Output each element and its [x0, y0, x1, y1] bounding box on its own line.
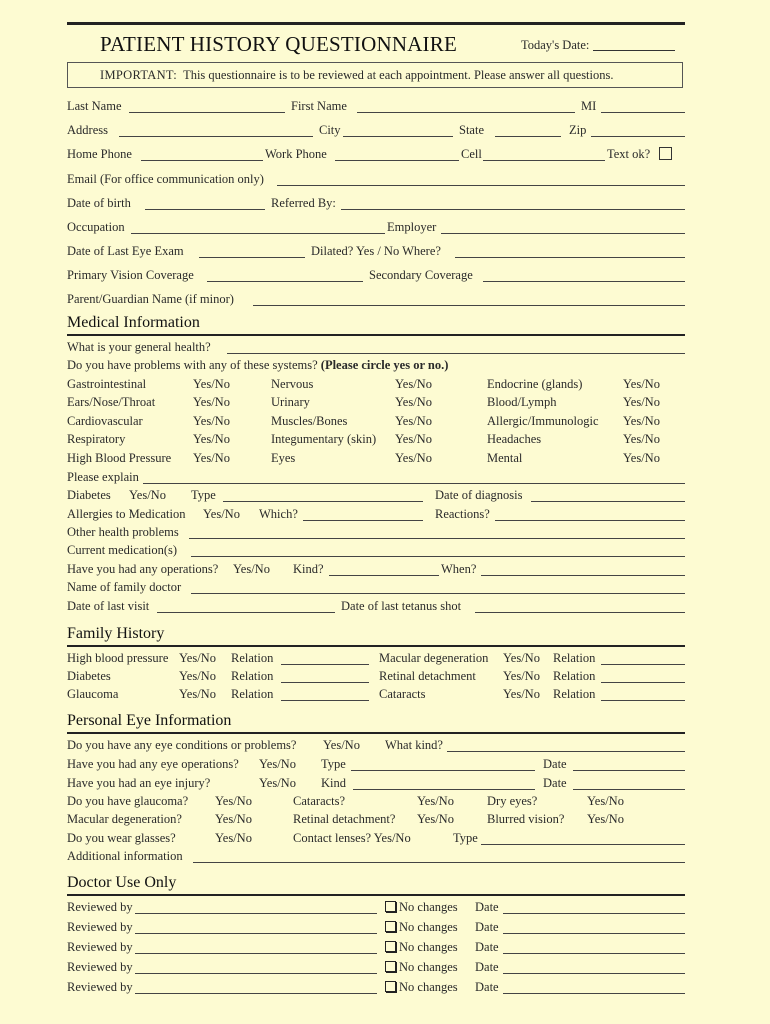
reviewed-by-label: Reviewed by — [67, 900, 133, 914]
todays-date — [521, 38, 675, 53]
family-glaucoma-yesno[interactable]: Yes/No — [179, 687, 216, 701]
occupation-row — [67, 220, 685, 236]
blurred-label: Blurred vision? — [487, 812, 565, 826]
family-macular-relation-field[interactable] — [601, 664, 685, 665]
diabetes-label: Diabetes — [67, 488, 111, 502]
system-yesno[interactable]: Yes/No — [395, 414, 432, 428]
system-yesno[interactable]: Yes/No — [395, 395, 432, 409]
family-retinal-yesno[interactable]: Yes/No — [503, 669, 540, 683]
reactions-field[interactable] — [495, 520, 685, 521]
checkbox-icon[interactable] — [385, 981, 396, 992]
review-date-field[interactable] — [503, 933, 685, 934]
family-glaucoma-relation-field[interactable] — [281, 700, 369, 701]
family-relation-label: Relation — [231, 651, 274, 665]
home-phone-label: Home Phone — [67, 147, 132, 161]
eye-injury-row — [67, 776, 685, 792]
eye-conditions-yesno[interactable]: Yes/No — [323, 738, 360, 752]
medical-heading: Medical Information — [67, 314, 200, 331]
medical-rule — [67, 334, 685, 336]
review-date-field[interactable] — [503, 973, 685, 974]
primary-coverage-field[interactable] — [207, 281, 363, 282]
family-cataracts-label: Cataracts — [379, 687, 426, 701]
system-yesno[interactable]: Yes/No — [193, 377, 230, 391]
eye-rule — [67, 732, 685, 734]
family-hbp-label: High blood pressure — [67, 651, 169, 665]
eye-injury-date-label: Date — [543, 776, 567, 790]
first-name-label: First Name — [291, 99, 347, 113]
reviewed-by-label: Reviewed by — [67, 920, 133, 934]
work-phone-label: Work Phone — [265, 147, 327, 161]
review-date-label: Date — [475, 960, 499, 974]
system-label: Blood/Lymph — [487, 395, 557, 409]
eye-op-date-field[interactable] — [573, 770, 685, 771]
dry-eyes-label: Dry eyes? — [487, 794, 538, 808]
last-exam-row — [67, 244, 685, 260]
system-yesno[interactable]: Yes/No — [623, 377, 660, 391]
reactions-label: Reactions? — [435, 507, 490, 521]
important-notice — [67, 62, 683, 88]
city-field[interactable] — [343, 136, 453, 137]
contacts-type-field[interactable] — [481, 844, 685, 845]
no-changes-label: No changes — [399, 900, 458, 914]
zip-label: Zip — [569, 123, 587, 137]
eye-op-date-label: Date — [543, 757, 567, 771]
family-relation-label: Relation — [231, 669, 274, 683]
explain-row — [67, 470, 685, 486]
allergies-yesno[interactable]: Yes/No — [203, 507, 240, 521]
employer-field[interactable] — [441, 233, 685, 234]
zip-field[interactable] — [591, 136, 685, 137]
system-label: Respiratory — [67, 432, 126, 446]
eye-operations-row — [67, 757, 685, 773]
review-date-label: Date — [475, 920, 499, 934]
eye-heading: Personal Eye Information — [67, 712, 232, 729]
doctor-name-row — [67, 580, 685, 596]
contacts-label: Contact lenses? Yes/No — [293, 831, 411, 845]
explain-field[interactable] — [143, 483, 685, 484]
system-label: Gastrointestinal — [67, 377, 147, 391]
dilated-label: Dilated? Yes / No Where? — [311, 244, 441, 258]
medications-row — [67, 543, 685, 559]
review-date-field[interactable] — [503, 953, 685, 954]
eye-conditions-label: Do you have any eye conditions or problems? — [67, 738, 297, 752]
top-rule — [67, 22, 685, 25]
eye-injury-yesno[interactable]: Yes/No — [259, 776, 296, 790]
page-title: PATIENT HISTORY QUESTIONNAIRE — [100, 32, 457, 56]
no-changes-label: No changes — [399, 960, 458, 974]
referred-field[interactable] — [341, 209, 685, 210]
last-visit-field[interactable] — [157, 612, 335, 613]
reviewed-by-field[interactable] — [135, 953, 377, 954]
reviewed-by-label: Reviewed by — [67, 960, 133, 974]
todays-date-label: Today's Date: — [521, 38, 590, 52]
system-yesno[interactable]: Yes/No — [623, 395, 660, 409]
no-changes-option[interactable] — [385, 980, 458, 995]
system-label: Ears/Nose/Throat — [67, 395, 156, 409]
system-label: Eyes — [271, 451, 296, 465]
macular-yesno[interactable]: Yes/No — [215, 812, 252, 826]
medications-field[interactable] — [191, 556, 685, 557]
operations-label: Have you had any operations? — [67, 562, 219, 576]
coverage-row — [67, 268, 685, 284]
diagnosis-field[interactable] — [531, 501, 685, 502]
family-diabetes-label: Diabetes — [67, 669, 111, 683]
secondary-coverage-label: Secondary Coverage — [369, 268, 473, 282]
family-row-2 — [67, 669, 685, 685]
family-macular-yesno[interactable]: Yes/No — [503, 651, 540, 665]
when-field[interactable] — [481, 575, 685, 576]
system-row — [67, 432, 685, 448]
family-row-3 — [67, 687, 685, 703]
secondary-coverage-field[interactable] — [483, 281, 685, 282]
kind-field[interactable] — [329, 575, 439, 576]
eye-operations-yesno[interactable]: Yes/No — [259, 757, 296, 771]
cataracts-yesno[interactable]: Yes/No — [417, 794, 454, 808]
no-changes-label: No changes — [399, 940, 458, 954]
review-row — [67, 980, 685, 996]
state-field[interactable] — [495, 136, 561, 137]
what-kind-field[interactable] — [447, 751, 685, 752]
cataracts-label: Cataracts? — [293, 794, 346, 808]
dob-field[interactable] — [145, 209, 265, 210]
retinal-label: Retinal detachment? — [293, 812, 396, 826]
family-relation-label: Relation — [231, 687, 274, 701]
family-retinal-relation-field[interactable] — [601, 682, 685, 683]
family-relation-label: Relation — [553, 651, 596, 665]
additional-row — [67, 849, 685, 865]
text-ok-label: Text ok? — [607, 147, 651, 161]
cell-label: Cell — [461, 147, 482, 161]
system-row — [67, 414, 685, 430]
review-date-field[interactable] — [503, 913, 685, 914]
what-kind-label: What kind? — [385, 738, 443, 752]
family-diabetes-relation-field[interactable] — [281, 682, 369, 683]
reviewed-by-label: Reviewed by — [67, 940, 133, 954]
system-yesno[interactable]: Yes/No — [193, 451, 230, 465]
review-date-label: Date — [475, 900, 499, 914]
home-phone-field[interactable] — [141, 160, 263, 161]
macular-row — [67, 812, 685, 828]
system-row — [67, 395, 685, 411]
cell-field[interactable] — [483, 160, 605, 161]
system-label: Integumentary (skin) — [271, 432, 377, 446]
occupation-label: Occupation — [67, 220, 125, 234]
todays-date-field[interactable] — [593, 50, 675, 51]
system-yesno[interactable]: Yes/No — [395, 432, 432, 446]
referred-label: Referred By: — [271, 196, 336, 210]
family-relation-label: Relation — [553, 669, 596, 683]
state-label: State — [459, 123, 484, 137]
doctor-heading: Doctor Use Only — [67, 874, 177, 891]
diabetes-type-field[interactable] — [223, 501, 423, 502]
guardian-field[interactable] — [253, 305, 685, 306]
review-row — [67, 940, 685, 956]
system-label: Headaches — [487, 432, 542, 446]
employer-label: Employer — [387, 220, 437, 234]
primary-coverage-label: Primary Vision Coverage — [67, 268, 194, 282]
name-row — [67, 99, 685, 115]
explain-label: Please explain — [67, 470, 139, 484]
glaucoma-row — [67, 794, 685, 810]
eye-op-type-field[interactable] — [351, 770, 535, 771]
family-hbp-yesno[interactable]: Yes/No — [179, 651, 216, 665]
system-label: High Blood Pressure — [67, 451, 172, 465]
additional-label: Additional information — [67, 849, 183, 863]
doctor-rule — [67, 894, 685, 896]
review-date-label: Date — [475, 980, 499, 994]
other-problems-label: Other health problems — [67, 525, 179, 539]
mi-label: MI — [581, 99, 597, 113]
reviewed-by-field[interactable] — [135, 913, 377, 914]
allergies-label: Allergies to Medication — [67, 507, 186, 521]
glaucoma-label: Do you have glaucoma? — [67, 794, 189, 808]
email-field[interactable] — [277, 185, 685, 186]
problems-label: Do you have problems with any of these systems? (Please circle yes or no.) — [67, 358, 449, 372]
retinal-yesno[interactable]: Yes/No — [417, 812, 454, 826]
system-row — [67, 451, 685, 467]
eye-op-type-label: Type — [321, 757, 346, 771]
general-health-field[interactable] — [227, 353, 685, 354]
no-changes-option[interactable] — [385, 940, 458, 955]
address-row — [67, 123, 685, 139]
dilated-where-field[interactable] — [455, 257, 685, 258]
system-label: Allergic/Immunologic — [487, 414, 599, 428]
checkbox-icon[interactable] — [385, 941, 396, 952]
allergies-row — [67, 507, 685, 523]
other-problems-row — [67, 525, 685, 541]
family-doctor-field[interactable] — [191, 593, 685, 594]
system-label: Muscles/Bones — [271, 414, 348, 428]
phone-row — [67, 147, 685, 163]
diabetes-yesno[interactable]: Yes/No — [129, 488, 166, 502]
system-yesno[interactable]: Yes/No — [193, 432, 230, 446]
family-rule — [67, 645, 685, 647]
system-label: Urinary — [271, 395, 310, 409]
reviewed-by-field[interactable] — [135, 933, 377, 934]
review-row — [67, 960, 685, 976]
system-label: Cardiovascular — [67, 414, 143, 428]
tetanus-field[interactable] — [475, 612, 685, 613]
last-name-field[interactable] — [129, 112, 285, 113]
no-changes-label: No changes — [399, 920, 458, 934]
other-problems-field[interactable] — [189, 538, 685, 539]
work-phone-field[interactable] — [335, 160, 459, 161]
system-label: Endocrine (glands) — [487, 377, 583, 391]
text-ok-checkbox[interactable] — [659, 147, 672, 163]
which-field[interactable] — [303, 520, 423, 521]
family-row-1 — [67, 651, 685, 667]
reviewed-by-label: Reviewed by — [67, 980, 133, 994]
general-health-label: What is your general health? — [67, 340, 211, 354]
operations-yesno[interactable]: Yes/No — [233, 562, 270, 576]
checkbox-icon[interactable] — [385, 961, 396, 972]
when-label: When? — [441, 562, 477, 576]
family-cataracts-yesno[interactable]: Yes/No — [503, 687, 540, 701]
eye-injury-kind-label: Kind — [321, 776, 346, 790]
reviewed-by-field[interactable] — [135, 993, 377, 994]
review-date-field[interactable] — [503, 993, 685, 994]
general-health-row — [67, 340, 685, 356]
family-heading: Family History — [67, 625, 165, 642]
medications-label: Current medication(s) — [67, 543, 178, 557]
system-yesno[interactable]: Yes/No — [193, 395, 230, 409]
kind-label: Kind? — [293, 562, 324, 576]
system-yesno[interactable]: Yes/No — [395, 377, 432, 391]
last-exam-label: Date of Last Eye Exam — [67, 244, 184, 258]
last-visit-label: Date of last visit — [67, 599, 150, 613]
no-changes-option[interactable] — [385, 960, 458, 975]
checkbox-icon[interactable] — [385, 901, 396, 912]
family-hbp-relation-field[interactable] — [281, 664, 369, 665]
address-label: Address — [67, 123, 108, 137]
circle-instruction: (Please circle yes or no.) — [320, 358, 449, 372]
checkbox-icon[interactable] — [385, 921, 396, 932]
diagnosis-label: Date of diagnosis — [435, 488, 523, 502]
first-name-field[interactable] — [357, 112, 575, 113]
reviewed-by-field[interactable] — [135, 973, 377, 974]
family-glaucoma-label: Glaucoma — [67, 687, 119, 701]
diabetes-row — [67, 488, 685, 504]
dry-eyes-yesno[interactable]: Yes/No — [587, 794, 624, 808]
family-retinal-label: Retinal detachment — [379, 669, 476, 683]
no-changes-label: No changes — [399, 980, 458, 994]
address-field[interactable] — [119, 136, 313, 137]
family-doctor-label: Name of family doctor — [67, 580, 182, 594]
problems-row — [67, 358, 685, 374]
glasses-row — [67, 831, 685, 847]
tetanus-label: Date of last tetanus shot — [341, 599, 462, 613]
system-row — [67, 377, 685, 393]
system-yesno[interactable]: Yes/No — [193, 414, 230, 428]
last-visit-row — [67, 599, 685, 615]
family-relation-label: Relation — [553, 687, 596, 701]
last-name-label: Last Name — [67, 99, 122, 113]
dob-label: Date of birth — [67, 196, 131, 210]
glaucoma-yesno[interactable]: Yes/No — [215, 794, 252, 808]
system-label: Nervous — [271, 377, 314, 391]
system-yesno[interactable]: Yes/No — [395, 451, 432, 465]
review-row — [67, 900, 685, 916]
no-changes-option[interactable] — [385, 900, 458, 915]
eye-injury-label: Have you had an eye injury? — [67, 776, 211, 790]
occupation-field[interactable] — [131, 233, 385, 234]
important-text: This questionnaire is to be reviewed at each appointment. Please answer all questions. — [183, 68, 614, 82]
email-row — [67, 172, 685, 188]
which-label: Which? — [259, 507, 298, 521]
eye-conditions-row — [67, 738, 685, 754]
review-date-label: Date — [475, 940, 499, 954]
family-cataracts-relation-field[interactable] — [601, 700, 685, 701]
macular-label: Macular degeneration? — [67, 812, 182, 826]
additional-field[interactable] — [193, 862, 685, 863]
operations-row — [67, 562, 685, 578]
glasses-label: Do you wear glasses? — [67, 831, 176, 845]
family-diabetes-yesno[interactable]: Yes/No — [179, 669, 216, 683]
eye-injury-date-field[interactable] — [573, 789, 685, 790]
city-label: City — [319, 123, 341, 137]
email-label: Email (For office communication only) — [67, 172, 264, 186]
review-row — [67, 920, 685, 936]
no-changes-option[interactable] — [385, 920, 458, 935]
family-macular-label: Macular degeneration — [379, 651, 489, 665]
eye-injury-kind-field[interactable] — [353, 789, 535, 790]
guardian-label: Parent/Guardian Name (if minor) — [67, 292, 234, 306]
guardian-row — [67, 292, 685, 308]
diabetes-type-label: Type — [191, 488, 216, 502]
dob-row — [67, 196, 685, 212]
system-yesno[interactable]: Yes/No — [623, 432, 660, 446]
blurred-yesno[interactable]: Yes/No — [587, 812, 624, 826]
system-yesno[interactable]: Yes/No — [623, 414, 660, 428]
eye-operations-label: Have you had any eye operations? — [67, 757, 239, 771]
system-yesno[interactable]: Yes/No — [623, 451, 660, 465]
important-label: IMPORTANT: — [100, 68, 178, 82]
last-exam-field[interactable] — [199, 257, 305, 258]
system-label: Mental — [487, 451, 523, 465]
glasses-yesno[interactable]: Yes/No — [215, 831, 252, 845]
contacts-type-label: Type — [453, 831, 478, 845]
mi-field[interactable] — [601, 112, 685, 113]
